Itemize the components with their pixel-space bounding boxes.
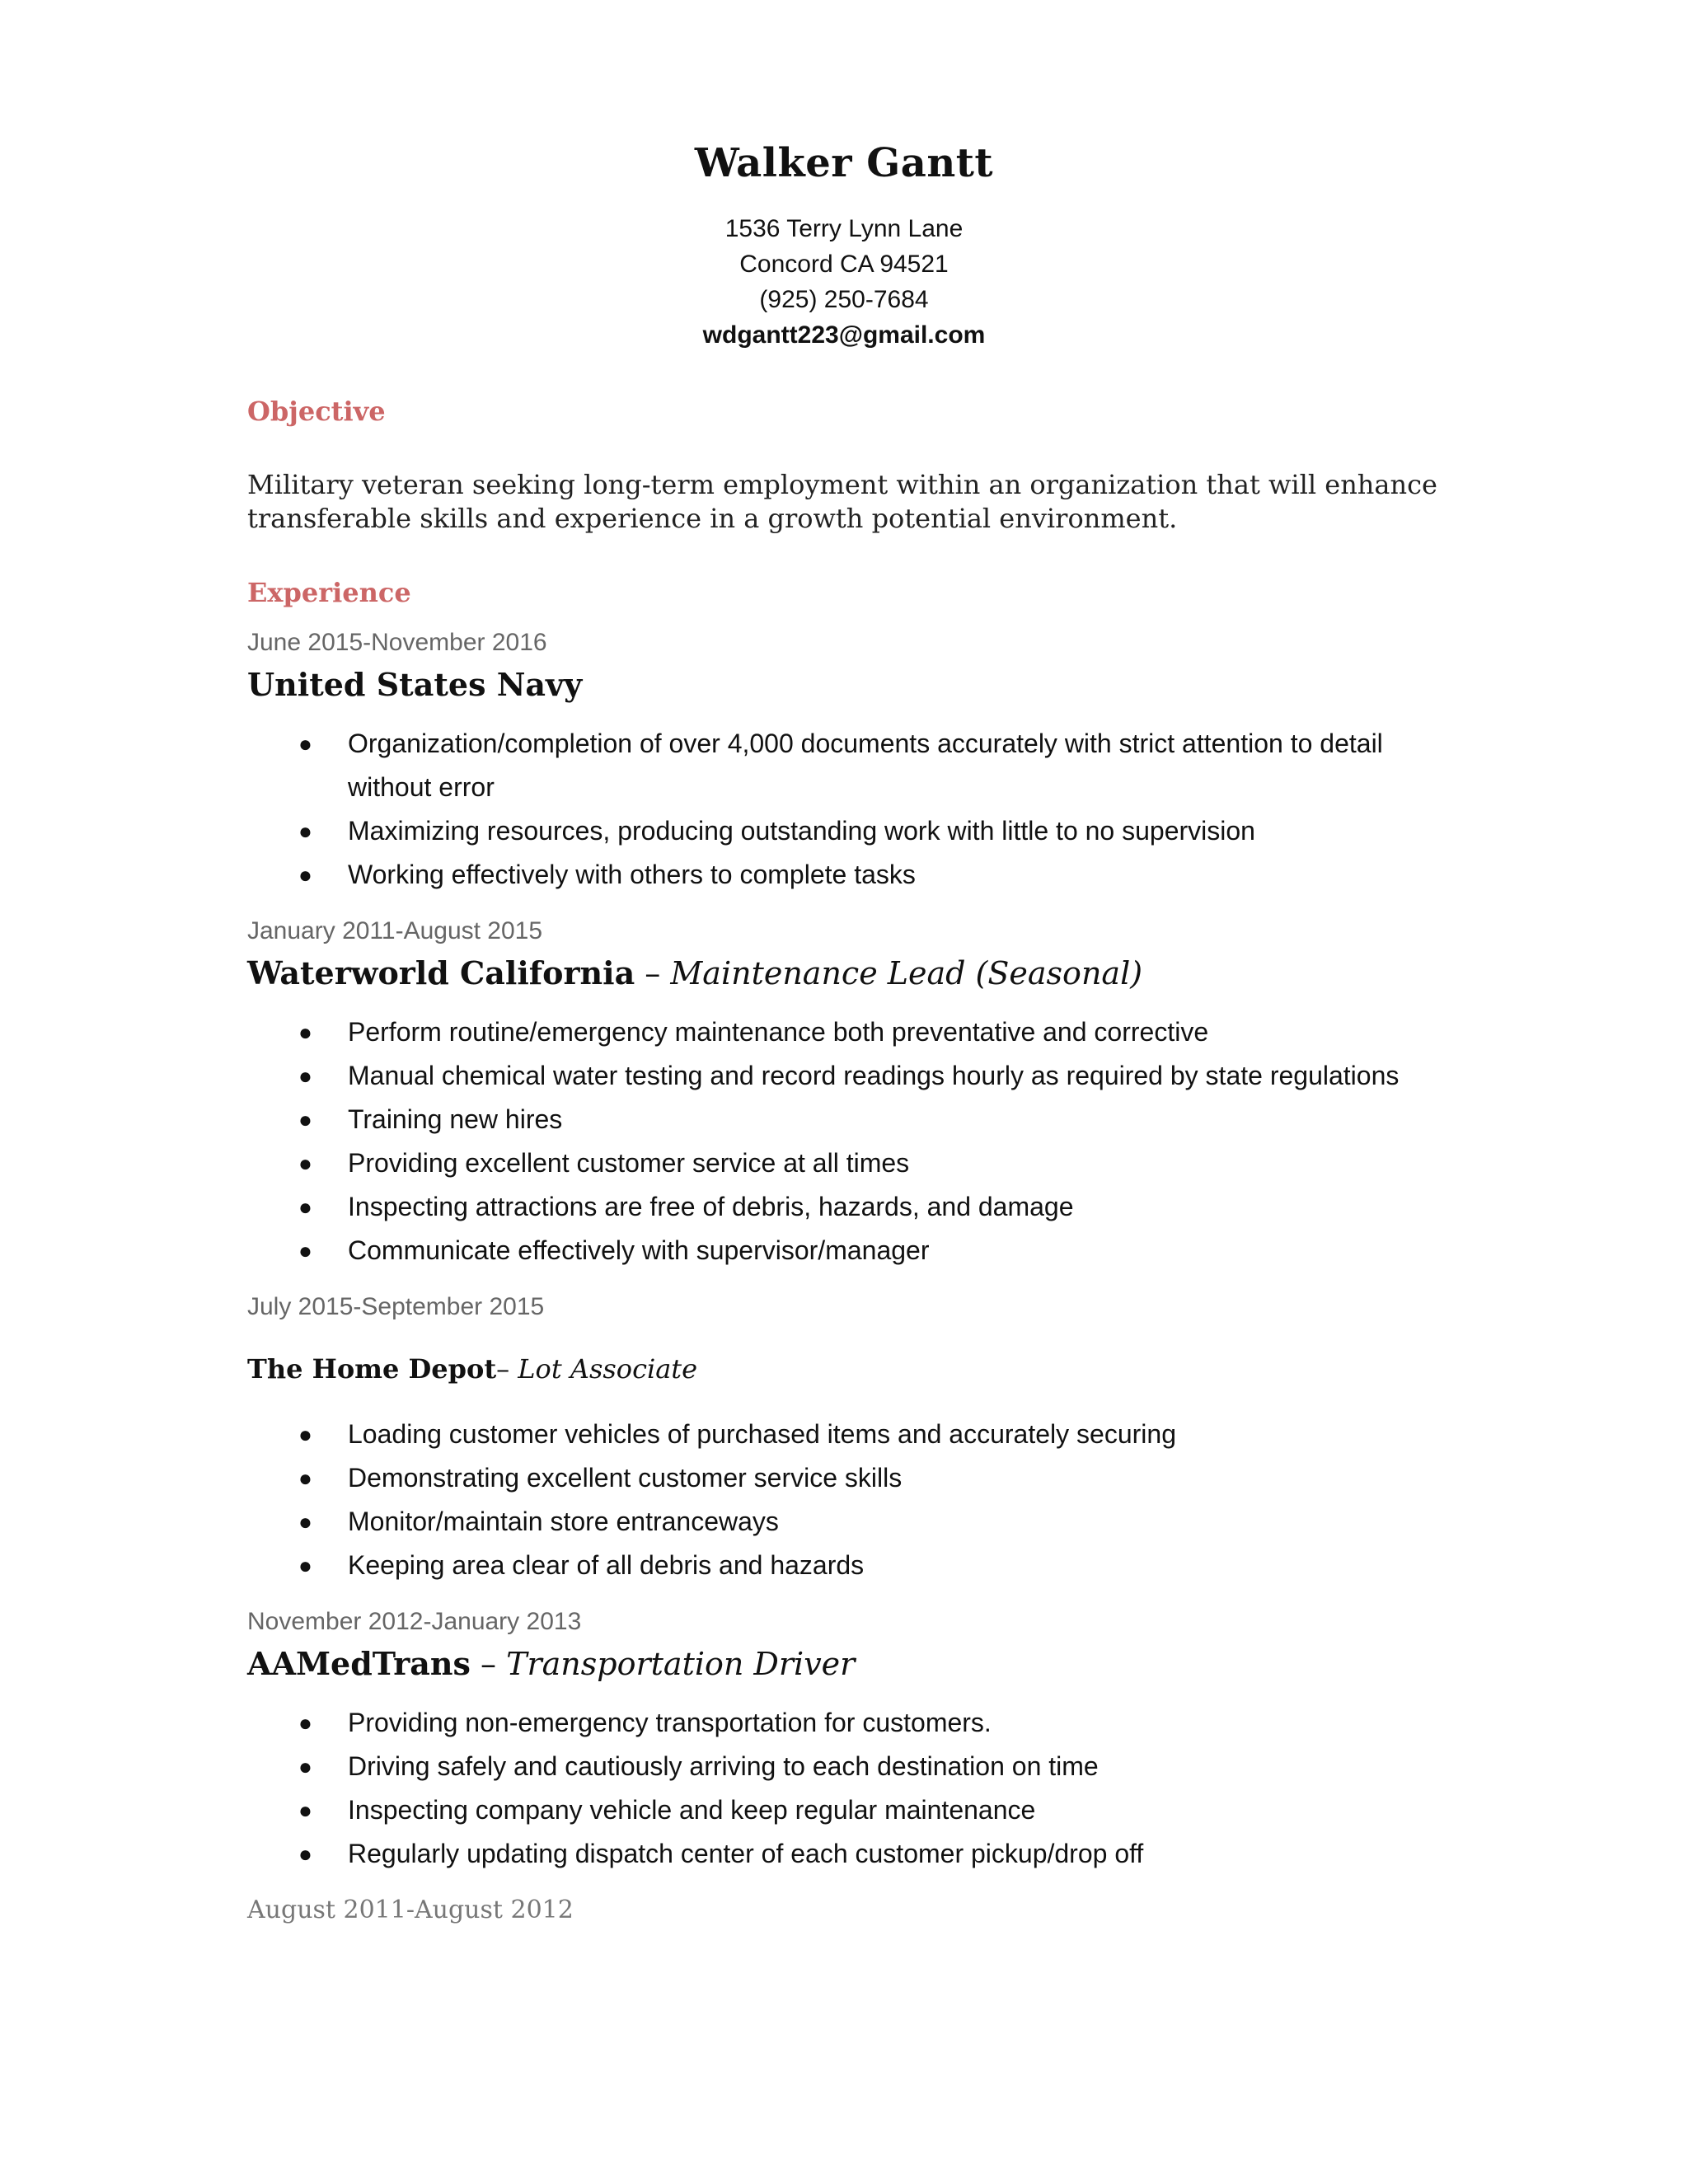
list-item bbox=[297, 1141, 1467, 1185]
job-organization: The Home Depot bbox=[247, 1353, 497, 1385]
bullet-icon: ● bbox=[298, 1710, 312, 1736]
list-item bbox=[297, 1413, 1467, 1456]
experience-heading: Experience bbox=[247, 577, 411, 608]
list-item-text: Providing non-emergency transportation for customers. bbox=[348, 1708, 992, 1737]
address-line-2: Concord CA 94521 bbox=[739, 251, 949, 278]
list-item bbox=[297, 1456, 1467, 1500]
job-entry bbox=[247, 915, 1467, 1272]
bullet-icon: ● bbox=[298, 1063, 312, 1089]
list-item-text: Inspecting attractions are free of debris, hazards, and damage bbox=[348, 1192, 1074, 1221]
list-item-text: Perform routine/emergency maintenance both preventative and corrective bbox=[348, 1017, 1209, 1047]
list-item bbox=[297, 853, 1467, 897]
bullet-icon: ● bbox=[298, 1238, 312, 1263]
list-item-text: Maximizing resources, producing outstanding work with little to no supervision bbox=[348, 816, 1255, 846]
bullet-icon: ● bbox=[298, 1754, 312, 1779]
job-title bbox=[247, 664, 1467, 705]
list-item-text: Inspecting company vehicle and keep regular maintenance bbox=[348, 1795, 1036, 1825]
job-entry bbox=[247, 1894, 1467, 1927]
job-role: Lot Associate bbox=[518, 1353, 698, 1385]
bullet-icon: ● bbox=[298, 1841, 312, 1867]
list-item-text: Demonstrating excellent customer service skills bbox=[348, 1463, 903, 1493]
list-item bbox=[297, 1832, 1467, 1876]
job-date: November 2012-January 2013 bbox=[247, 1608, 582, 1635]
job-entry bbox=[247, 1605, 1467, 1876]
list-item-text: Communicate effectively with supervisor/manager bbox=[348, 1235, 930, 1265]
phone-number: (925) 250-7684 bbox=[759, 286, 929, 313]
list-item-text: Providing excellent customer service at all times bbox=[348, 1148, 910, 1178]
job-role: Transportation Driver bbox=[506, 1646, 856, 1682]
bullet-icon: ● bbox=[298, 818, 312, 844]
candidate-name: Walker Gantt bbox=[694, 140, 994, 186]
list-item-text: Working effectively with others to complete tasks bbox=[348, 860, 916, 889]
list-item bbox=[297, 1544, 1467, 1587]
job-entry bbox=[247, 1291, 1467, 1587]
list-item bbox=[297, 1098, 1467, 1141]
list-item-text: Keeping area clear of all debris and hazards bbox=[348, 1550, 865, 1580]
list-item bbox=[297, 1010, 1467, 1054]
bullet-icon: ● bbox=[298, 1797, 312, 1823]
job-organization: United States Navy bbox=[247, 666, 583, 703]
bullet-icon: ● bbox=[298, 862, 312, 888]
objective-heading: Objective bbox=[247, 396, 386, 427]
resume-body bbox=[247, 396, 1467, 1945]
list-item bbox=[297, 1054, 1467, 1098]
job-role: Maintenance Lead (Seasonal) bbox=[670, 955, 1143, 991]
list-item-text: Driving safely and cautiously arriving to each destination on time bbox=[348, 1751, 1099, 1781]
bullet-icon: ● bbox=[298, 1019, 312, 1045]
job-date: July 2015-September 2015 bbox=[247, 1293, 545, 1320]
list-item bbox=[297, 1701, 1467, 1745]
job-date: August 2011-August 2012 bbox=[247, 1896, 574, 1924]
list-item-text: Loading customer vehicles of purchased items and accurately securing bbox=[348, 1419, 1176, 1449]
job-title-separator: – bbox=[635, 955, 671, 991]
list-item-text: Training new hires bbox=[348, 1104, 563, 1134]
bullet-icon: ● bbox=[298, 1509, 312, 1535]
job-duties-list bbox=[247, 1010, 1467, 1272]
list-item-text: Manual chemical water testing and record readings hourly as required by state regulations bbox=[348, 1061, 1400, 1090]
bullet-icon: ● bbox=[298, 1107, 312, 1132]
bullet-icon: ● bbox=[298, 1194, 312, 1220]
list-item bbox=[297, 1229, 1467, 1272]
resume-header bbox=[0, 140, 1688, 353]
list-item bbox=[297, 1500, 1467, 1544]
job-title-separator: – bbox=[470, 1646, 507, 1682]
job-duties-list bbox=[247, 722, 1467, 897]
list-item bbox=[297, 1185, 1467, 1229]
address-line-1: 1536 Terry Lynn Lane bbox=[724, 215, 964, 242]
job-title bbox=[247, 1348, 1467, 1390]
bullet-icon: ● bbox=[298, 731, 312, 757]
bullet-icon: ● bbox=[298, 1465, 312, 1491]
job-duties-list bbox=[247, 1701, 1467, 1876]
bullet-icon: ● bbox=[298, 1151, 312, 1176]
job-title-separator: – bbox=[496, 1353, 518, 1385]
job-date: January 2011-August 2015 bbox=[247, 917, 543, 944]
job-duties-list bbox=[247, 1413, 1467, 1587]
job-organization: Waterworld California bbox=[247, 954, 635, 991]
job-entry bbox=[247, 626, 1467, 897]
list-item bbox=[297, 722, 1467, 809]
objective-text: Military veteran seeking long-term employment within an organization that will enhance transferable skills and experience in a growth potential environment. bbox=[247, 469, 1437, 534]
list-item-text: Monitor/maintain store entranceways bbox=[348, 1507, 779, 1536]
list-item bbox=[297, 809, 1467, 853]
list-item bbox=[297, 1788, 1467, 1832]
list-item-text: Regularly updating dispatch center of each customer pickup/drop off bbox=[348, 1839, 1144, 1868]
job-date: June 2015-November 2016 bbox=[247, 629, 547, 656]
bullet-icon: ● bbox=[298, 1553, 312, 1578]
job-organization: AAMedTrans bbox=[247, 1645, 471, 1682]
list-item bbox=[297, 1745, 1467, 1788]
job-title bbox=[247, 1643, 1467, 1685]
job-title bbox=[247, 953, 1467, 994]
bullet-icon: ● bbox=[298, 1422, 312, 1447]
list-item-text: Organization/completion of over 4,000 documents accurately with strict attention to detail without error bbox=[348, 729, 1383, 802]
email-address[interactable]: wdgantt223@gmail.com bbox=[702, 321, 986, 349]
